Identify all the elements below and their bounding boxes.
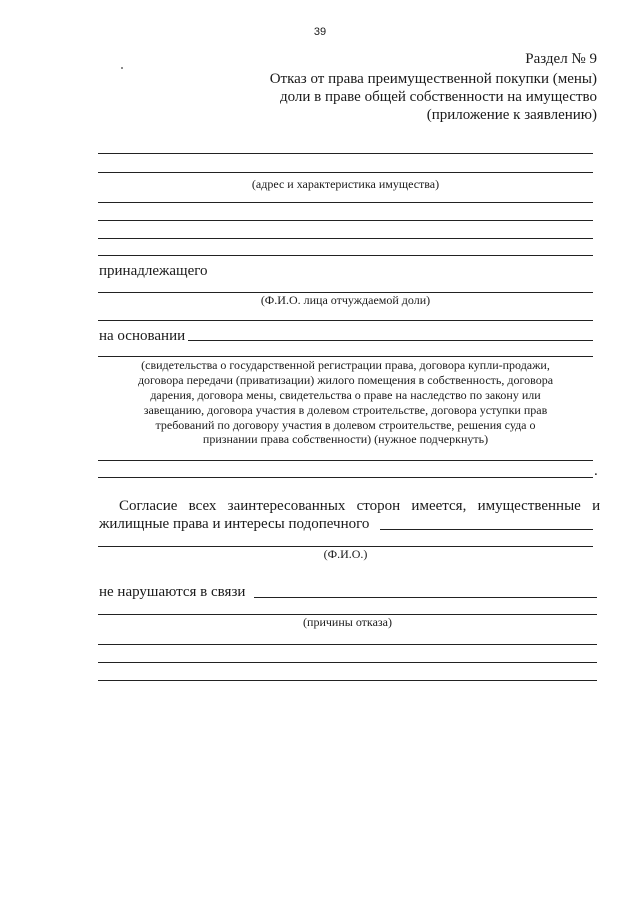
address-field-line-5[interactable] (98, 238, 593, 239)
address-field-line-1[interactable] (98, 153, 593, 154)
page-number: 39 (313, 26, 327, 38)
basis-caption-line-5: требований по договору участия в долевом строительстве, решения суда о (155, 418, 536, 432)
reason-field-line-1[interactable] (254, 597, 597, 598)
refusal-reasons-caption: (причины отказа) (303, 615, 392, 629)
address-field-line-4[interactable] (98, 220, 593, 221)
address-caption: (адрес и характеристика имущества) (251, 177, 440, 191)
basis-period: . (594, 463, 598, 479)
owner-name-caption: (Ф.И.О. лица отчуждаемой доли) (260, 293, 431, 307)
basis-caption-line-6: признании права собственности) (нужное подчеркнуть) (202, 432, 489, 446)
reason-field-line-5[interactable] (98, 680, 597, 681)
consent-text-line-2: жилищные права и интересы подопечного (99, 516, 370, 532)
basis-field-line-2[interactable] (98, 356, 593, 357)
basis-caption-line-1: (свидетельства о государственной регистрации права, договора купли-продажи, (141, 358, 550, 372)
basis-caption-line-4: завещанию, договора участия в долевом строительстве, договора уступки прав (143, 403, 548, 417)
ward-field-line-1[interactable] (380, 529, 593, 530)
consent-text-line-1: Согласие всех заинтересованных сторон имеется, имущественные и (119, 498, 601, 514)
basis-caption-line-3: дарения, договора мены, свидетельства о праве на наследство по закону или (150, 388, 541, 402)
not-violated-label: не нарушаются в связи (99, 584, 246, 600)
basis-field-line-1[interactable] (188, 340, 593, 341)
reason-field-line-4[interactable] (98, 662, 597, 663)
basis-field-line-4[interactable] (98, 477, 593, 478)
address-field-line-6[interactable] (98, 255, 593, 256)
form-title-line-2: доли в праве общей собственности на имущество (279, 89, 597, 105)
ward-name-caption: (Ф.И.О.) (323, 547, 368, 561)
section-number: Раздел № 9 (525, 51, 597, 67)
address-field-line-2[interactable] (98, 172, 593, 173)
owner-field-line-2[interactable] (98, 320, 593, 321)
reason-field-line-3[interactable] (98, 644, 597, 645)
form-title-line-3: (приложение к заявлению) (426, 107, 597, 123)
address-field-line-3[interactable] (98, 202, 593, 203)
form-title-line-1: Отказ от права преимущественной покупки (мены) (269, 71, 597, 87)
on-basis-label: на основании (99, 328, 186, 344)
basis-caption-line-2: договора передачи (приватизации) жилого помещения в собственность, договора (137, 373, 554, 387)
scan-speck (121, 67, 123, 69)
basis-field-line-3[interactable] (98, 460, 593, 461)
belonging-label: принадлежащего (99, 263, 208, 279)
